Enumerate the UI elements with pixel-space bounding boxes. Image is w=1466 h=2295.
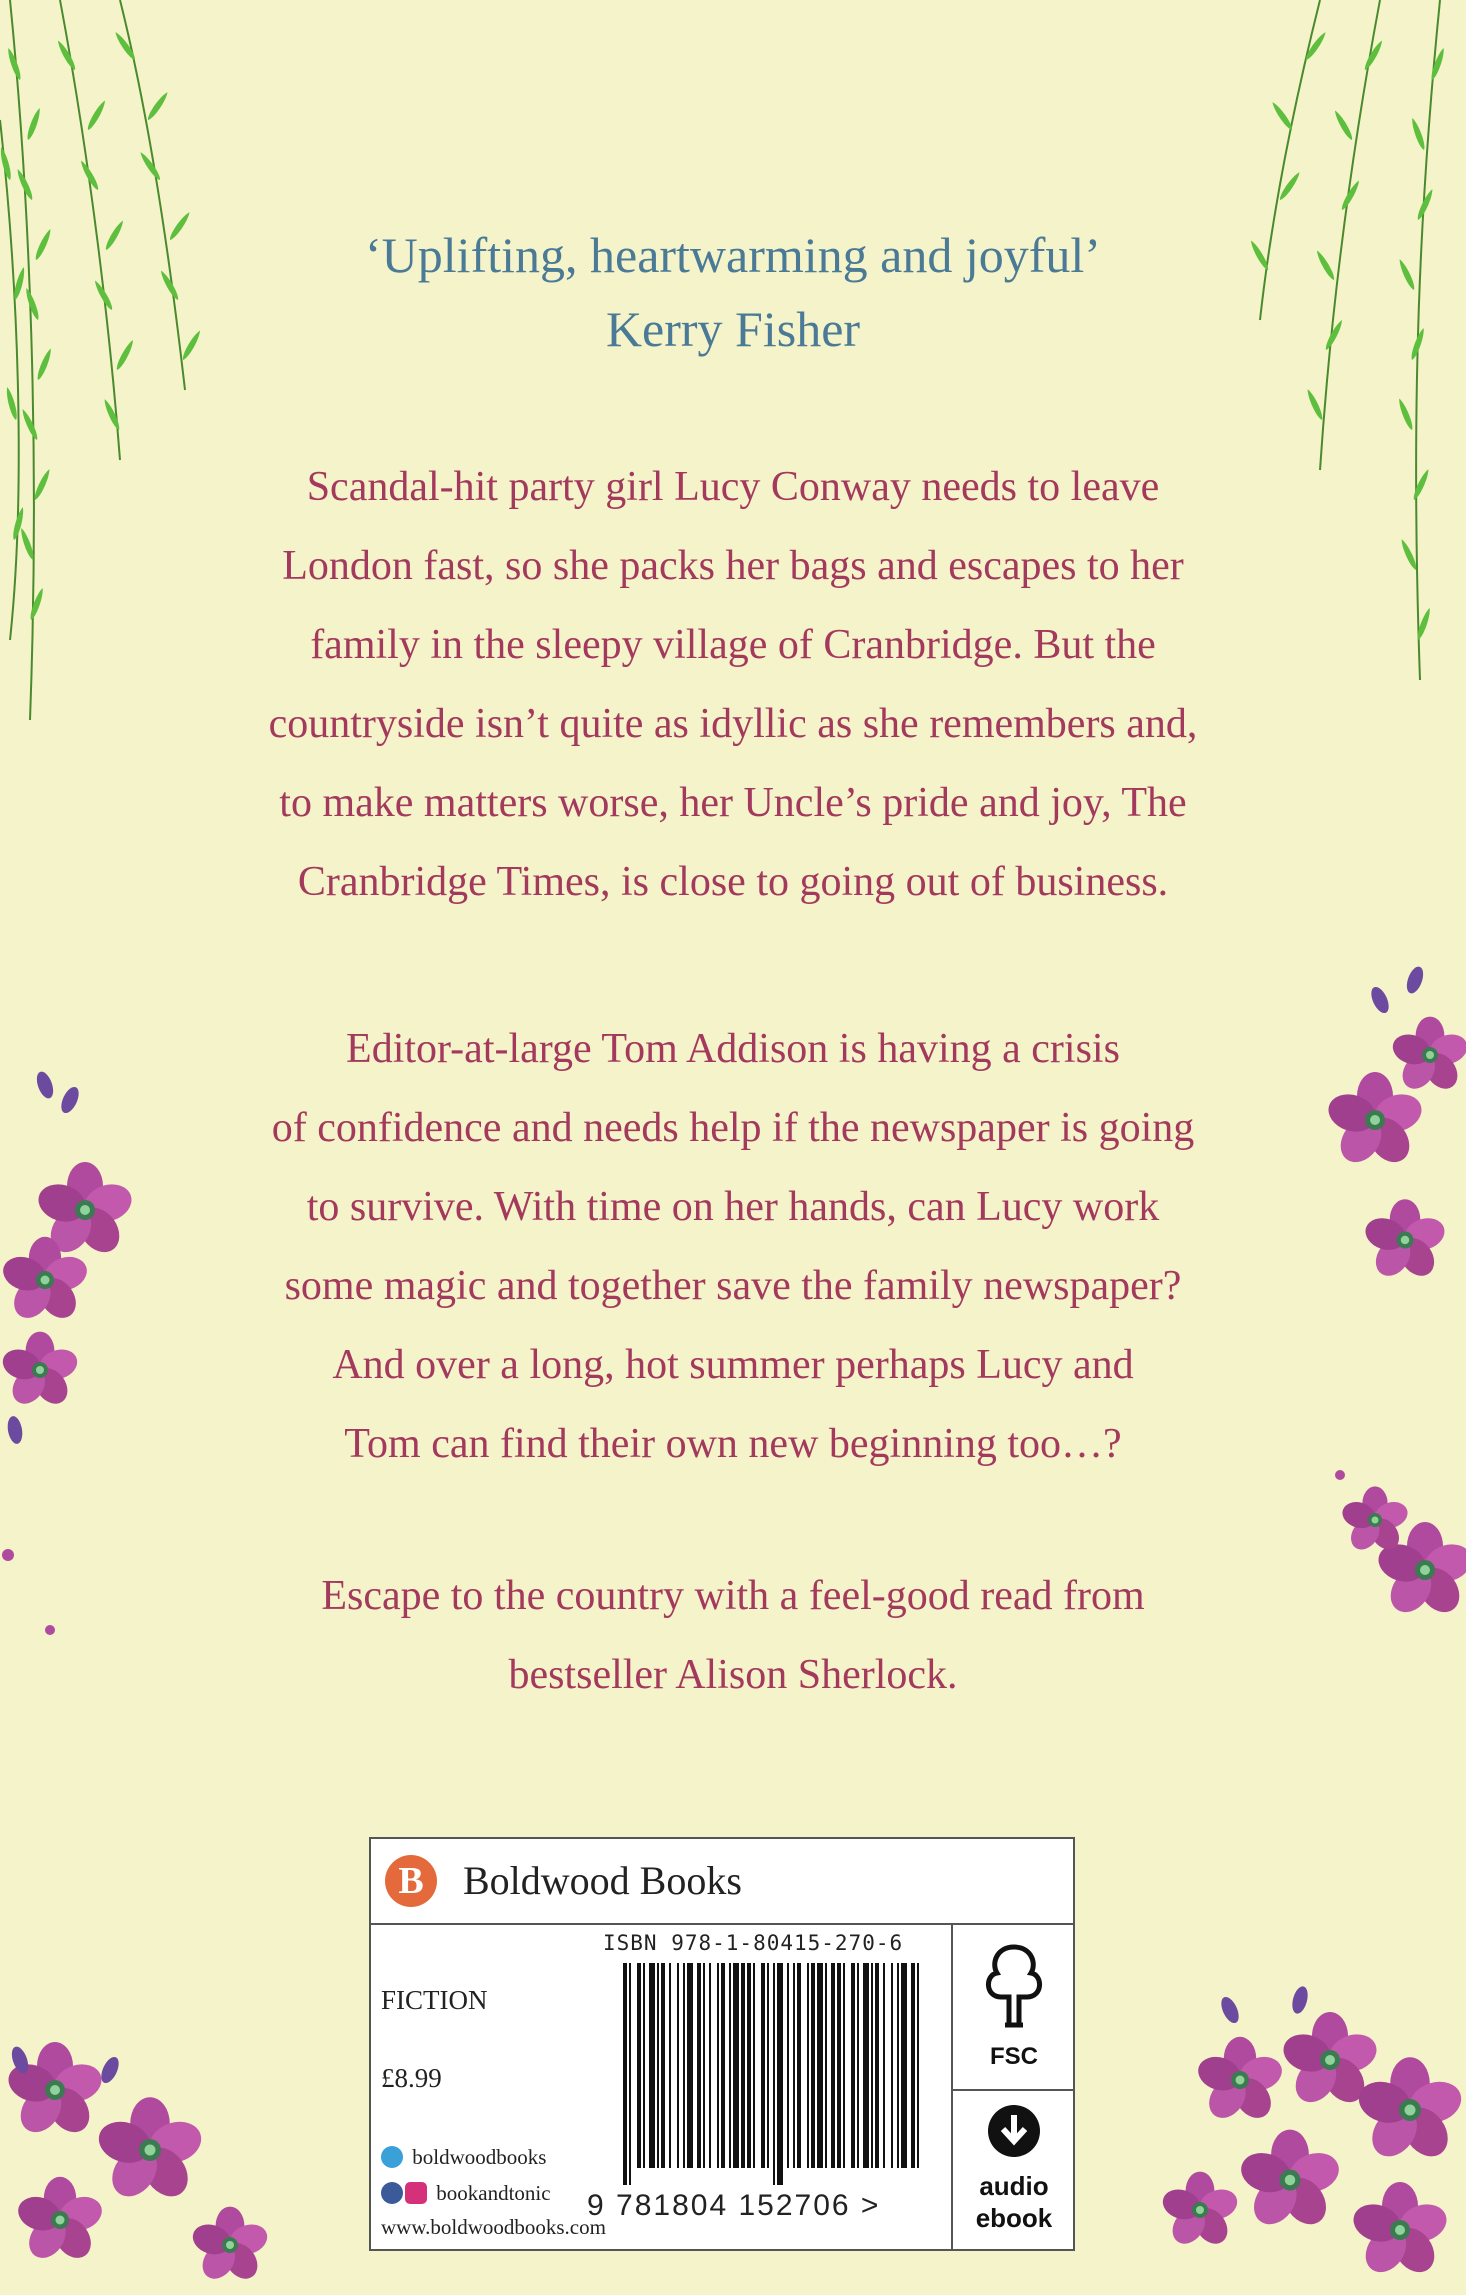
fsc-label: FSC bbox=[990, 2043, 1038, 2070]
blurb-paragraph-1 bbox=[150, 448, 1316, 922]
facebook-instagram-handle bbox=[381, 2181, 551, 2206]
blurb-paragraph-2 bbox=[150, 1010, 1316, 1484]
blurb-line: to make matters worse, her Uncle’s pride and joy, The bbox=[279, 780, 1187, 826]
flowers-left bbox=[0, 1069, 136, 1635]
blurb-line: to survive. With time on her hands, can Lucy work bbox=[306, 1184, 1160, 1230]
facebook-instagram-handle-text: bookandtonic bbox=[436, 2181, 551, 2205]
info-column bbox=[371, 1925, 606, 2249]
publisher-name: Boldwood Books bbox=[463, 1858, 742, 1903]
flowers-right bbox=[1324, 964, 1466, 1620]
publisher-logo: B bbox=[385, 1855, 437, 1907]
audio-label: audio bbox=[979, 2171, 1049, 2201]
blurb-line: family in the sleepy village of Cranbridge. But the bbox=[310, 622, 1156, 668]
blurb-line: Scandal-hit party girl Lucy Conway needs to leave bbox=[306, 464, 1160, 510]
blurb-line: Tom can find their own new beginning too…? bbox=[344, 1421, 1122, 1467]
twitter-handle-text: boldwoodbooks bbox=[412, 2145, 547, 2169]
blurb-line: London fast, so she packs her bags and escapes to her bbox=[282, 543, 1184, 589]
barcode-box bbox=[369, 1837, 1075, 2251]
blurb-line: And over a long, hot summer perhaps Lucy and bbox=[332, 1342, 1134, 1388]
price-label: £8.99 bbox=[381, 2063, 442, 2093]
blurb-line: Editor-at-large Tom Addison is having a crisis bbox=[346, 1026, 1120, 1072]
twitter-handle bbox=[381, 2145, 546, 2170]
blurb-line: some magic and together save the family newspaper? bbox=[284, 1263, 1182, 1309]
barcode-image bbox=[623, 1963, 935, 2185]
twitter-icon bbox=[381, 2146, 403, 2168]
blurb-line: Escape to the country with a feel-good read from bbox=[321, 1573, 1145, 1619]
review-attribution: Kerry Fisher bbox=[605, 301, 861, 357]
instagram-icon bbox=[405, 2182, 427, 2204]
facebook-icon bbox=[381, 2182, 403, 2204]
website-url: www.boldwoodbooks.com bbox=[381, 2215, 606, 2239]
logos-column bbox=[951, 1925, 1075, 2249]
publisher-header bbox=[371, 1839, 1073, 1925]
genre-label: FICTION bbox=[381, 1985, 488, 2015]
blurb-paragraph-3 bbox=[150, 1557, 1316, 1715]
flowers-bottom-right bbox=[1159, 1985, 1466, 2280]
blurb-line: Cranbridge Times, is close to going out of business. bbox=[297, 859, 1169, 905]
review-quote: ‘Uplifting, heartwarming and joyful’ bbox=[365, 227, 1101, 283]
blurb-line: of confidence and needs help if the newspaper is going bbox=[271, 1105, 1195, 1151]
flowers-bottom-left bbox=[4, 2042, 271, 2285]
isbn-number: ISBN 978-1-80415-270-6 bbox=[603, 1931, 904, 1955]
fsc-tree-icon bbox=[953, 1925, 1075, 2045]
blurb-line: countryside isn’t quite as idyllic as she remembers and, bbox=[268, 701, 1198, 747]
barcode-digits: 9 781804 152706 > bbox=[587, 2189, 881, 2222]
download-icon bbox=[953, 2097, 1075, 2167]
fsc-cell bbox=[953, 1925, 1075, 2091]
blurb-line: bestseller Alison Sherlock. bbox=[508, 1652, 958, 1698]
ebook-label: ebook bbox=[975, 2203, 1053, 2233]
